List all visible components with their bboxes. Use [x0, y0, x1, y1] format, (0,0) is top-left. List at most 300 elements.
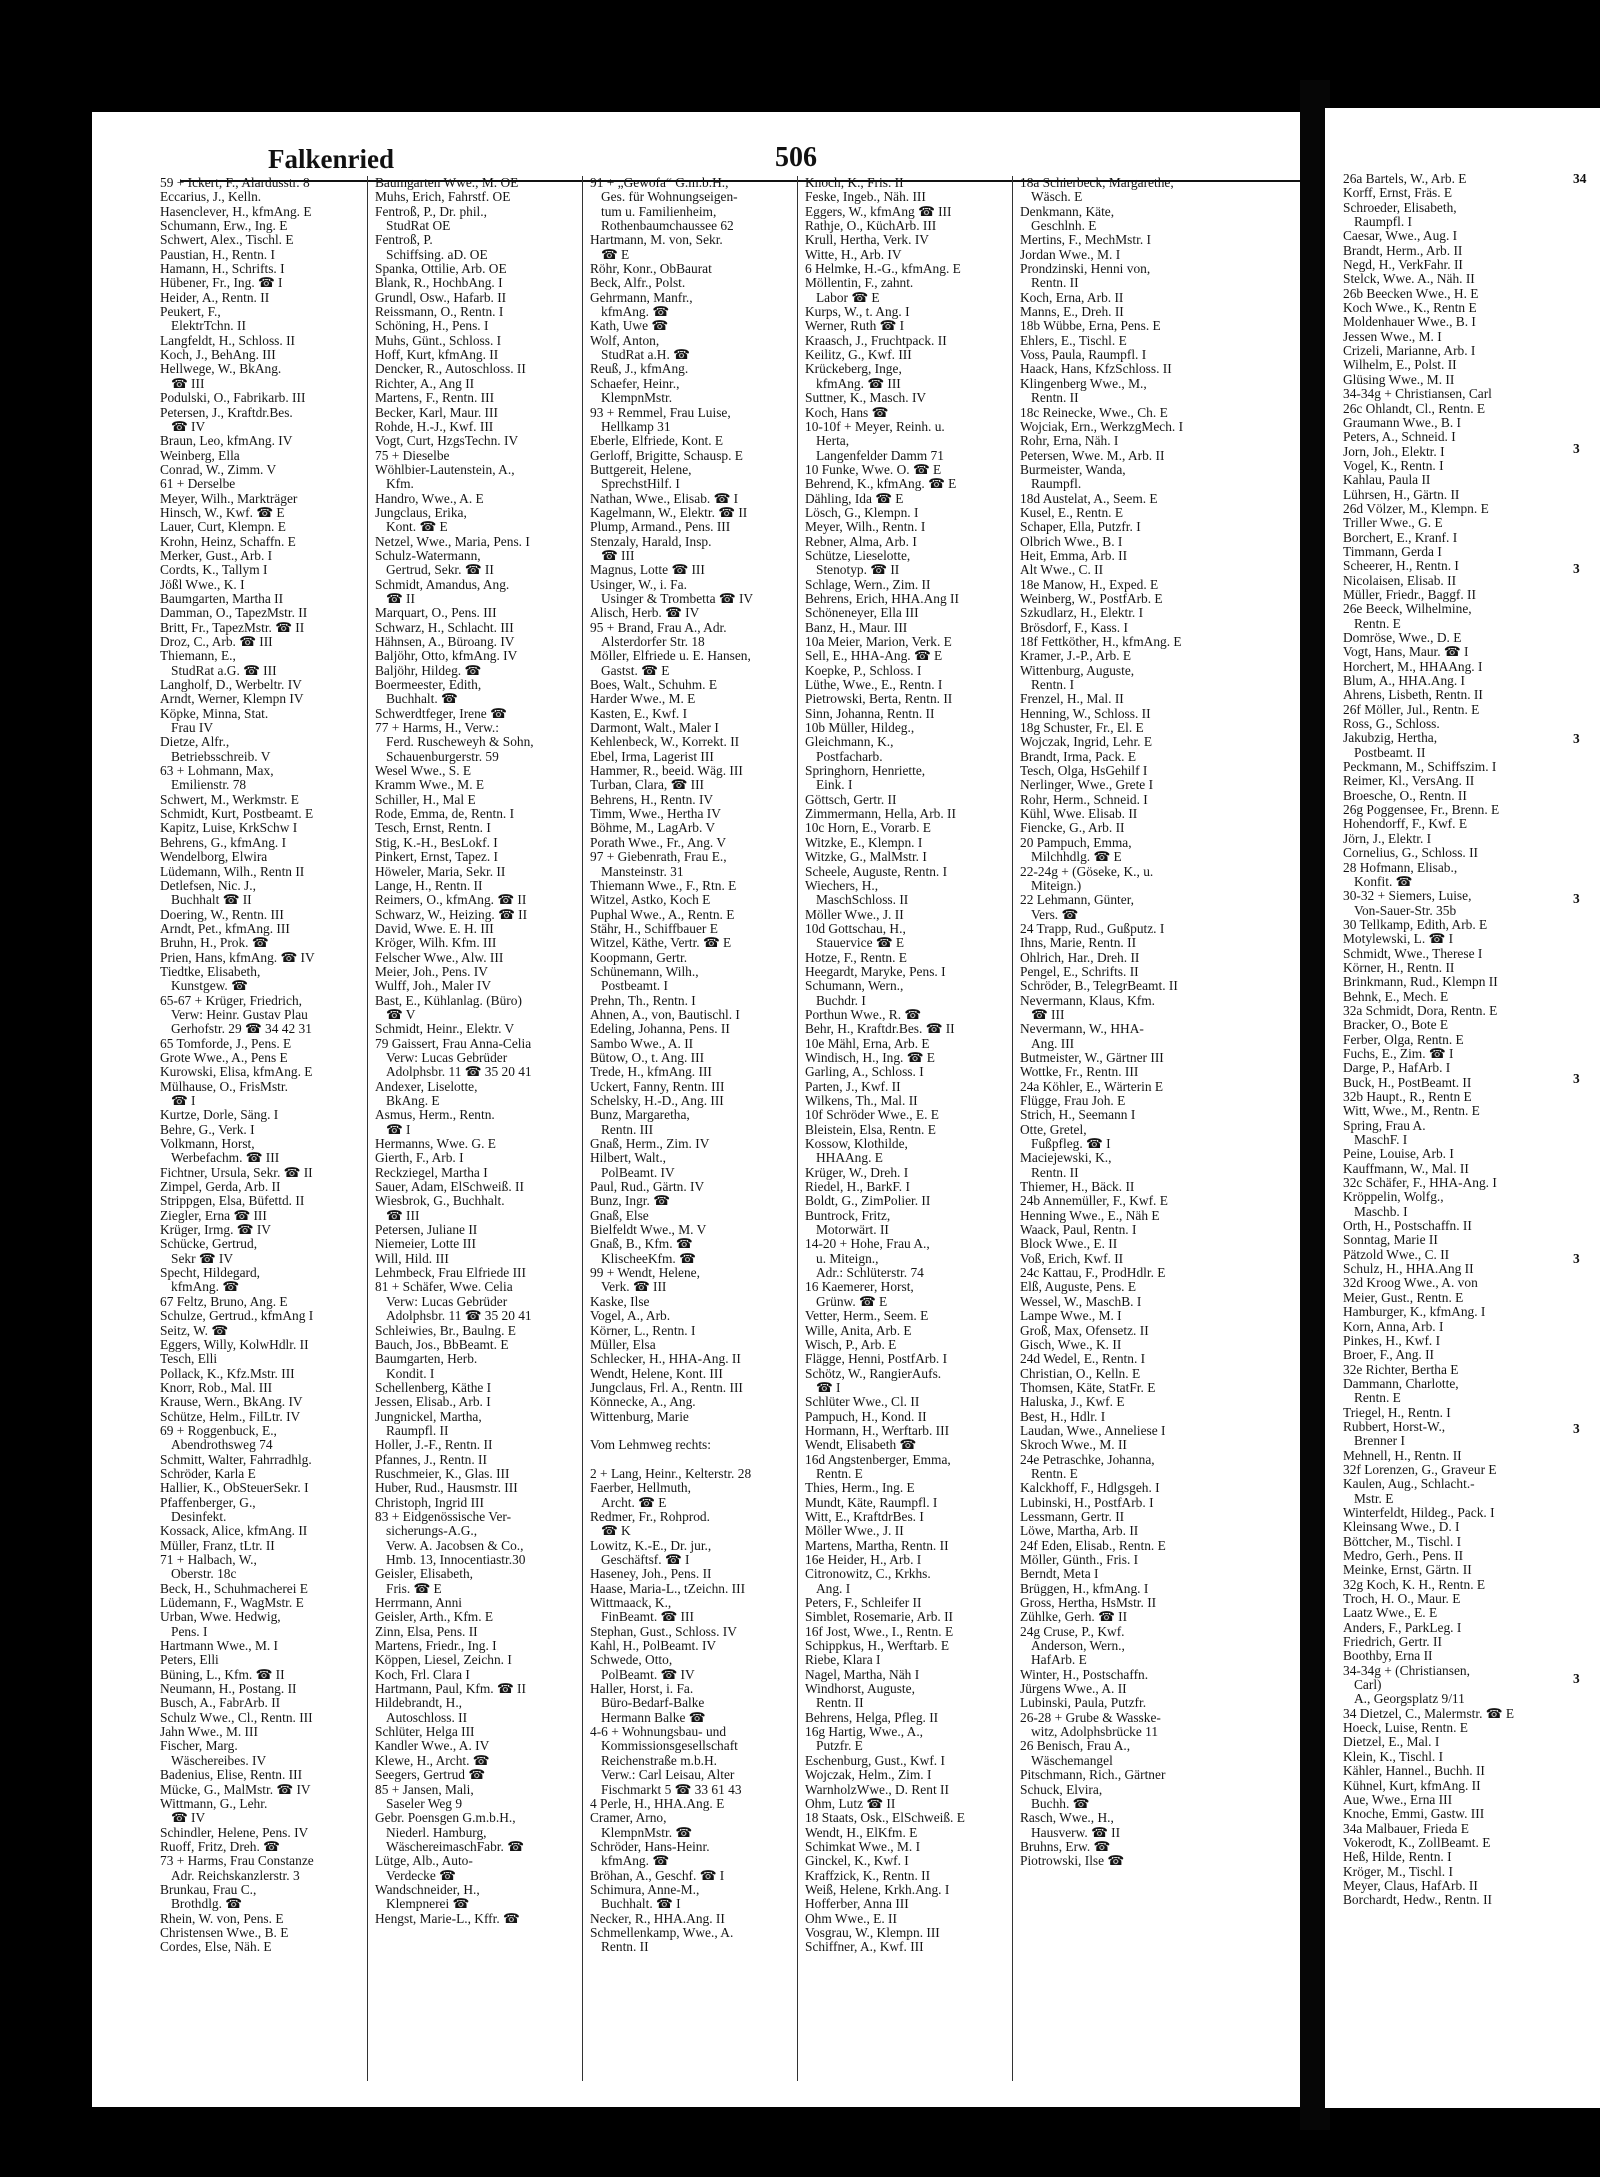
directory-entry-line: Kaske, Ilse: [590, 1294, 650, 1309]
directory-entry-line: Koch, Hans ☎: [805, 405, 889, 420]
directory-entry-line: Stig, K.-H., BesLokf. I: [375, 835, 498, 850]
directory-entry-line: Behnk, E., Mech. E: [1343, 989, 1449, 1004]
directory-entry-line: Stähr, H., Schiffbauer E: [590, 921, 718, 936]
directory-entry-line: Beck, Alfr., Polst.: [590, 276, 686, 291]
directory-entry-line: Cordts, K., Tallym I: [160, 563, 268, 578]
directory-entry-line: Simblet, Rosemarie, Arb. II: [805, 1610, 954, 1625]
directory-entry-line: Lüdemann, Wilh., Rentn II: [160, 864, 305, 879]
directory-entry-line: Rothenbaumchaussee 62: [601, 219, 734, 234]
directory-entry-line: Lange, H., Rentn. II: [375, 878, 483, 893]
directory-entry-line: Sambo Wwe., A. II: [590, 1036, 694, 1051]
directory-entry-line: Reissmann, O., Rentn. I: [375, 305, 504, 320]
directory-entry-line: Haluska, J., Kwf. E: [1020, 1395, 1125, 1410]
directory-entry-line: Hermanns, Wwe. G. E: [375, 1137, 496, 1152]
directory-entry-line: Lösch, G., Klempn. I: [805, 505, 919, 520]
directory-entry-line: Ruoff, Fritz, Dreh. ☎: [160, 1839, 280, 1854]
directory-entry-line: Oberstr. 18c: [171, 1567, 237, 1582]
directory-entry-line: Bast, E., Kühlanlag. (Büro): [375, 993, 522, 1008]
directory-entry-line: Schmidt, Heinr., Elektr. V: [375, 1022, 515, 1037]
directory-entry-line: Kossow, Klothilde,: [805, 1137, 908, 1152]
directory-entry-line: Horchert, M., HHAAng. I: [1343, 659, 1483, 674]
directory-entry-line: Springhorn, Henriette,: [805, 764, 926, 779]
directory-entry-line: Saseler Weg 9: [386, 1796, 463, 1811]
directory-entry-line: Wäschereibes. IV: [171, 1753, 267, 1768]
directory-entry-line: Hinsch, W., Kwf. ☎ E: [160, 505, 285, 520]
directory-entry-line: Piotrowski, Ilse ☎: [1020, 1854, 1125, 1869]
directory-entry-line: Kraffzick, K., Rentn. II: [805, 1868, 931, 1883]
directory-entry-line: Rentn. E: [1354, 1391, 1401, 1406]
directory-entry-line: ☎ IV: [171, 419, 206, 434]
directory-entry-line: 32g Koch, K. H., Rentn. E: [1343, 1577, 1486, 1592]
directory-entry-line: Jahn Wwe., M. III: [160, 1725, 258, 1740]
directory-entry-line: Herrmann, Anni: [375, 1596, 463, 1611]
directory-entry-line: HHAAng. E: [816, 1151, 883, 1166]
directory-entry-line: Buttgereit, Helene,: [590, 462, 692, 477]
directory-entry-line: Könnecke, A., Ang.: [590, 1395, 696, 1410]
directory-entry-line: Keilitz, G., Kwf. III: [805, 348, 912, 363]
directory-entry-line: ElektrTchn. II: [171, 319, 246, 334]
directory-entry-line: Rubbert, Horst-W.,: [1343, 1419, 1446, 1434]
directory-entry-line: 34 Dietzel, C., Malermstr. ☎ E: [1343, 1706, 1515, 1721]
column-divider: [797, 176, 798, 2081]
directory-entry-line: Wäschemangel: [1031, 1753, 1113, 1768]
directory-entry-line: 26f Möller, Jul., Rentn. E: [1343, 702, 1480, 717]
directory-entry-line: 10f Schröder Wwe., E. E: [805, 1108, 939, 1123]
directory-entry-line: Buntrock, Fritz,: [805, 1208, 891, 1223]
directory-entry-line: Tesch, Ernst, Rentn. I: [375, 821, 491, 836]
directory-entry-line: Prehn, Th., Rentn. I: [590, 993, 696, 1008]
directory-entry-line: 67 Feltz, Bruno, Ang. E: [160, 1294, 288, 1309]
directory-entry-line: Kramer, J.-P., Arb. E: [1020, 649, 1132, 664]
directory-entry-line: Rathje, O., KüchArb. III: [805, 219, 937, 234]
directory-entry-line: Betriebsschreib. V: [171, 749, 271, 764]
directory-entry-line: 63 + Lohmann, Max,: [160, 764, 274, 779]
directory-entry-line: [590, 1424, 792, 1438]
directory-entry-line: 16 Kaemerer, Horst,: [805, 1280, 914, 1295]
directory-entry-line: Wendt, H., ElKfm. E: [805, 1825, 918, 1840]
directory-entry-line: Stelck, Wwe. A., Näh. II: [1343, 272, 1475, 287]
directory-entry-line: 32c Schäfer, F., HHA-Ang. I: [1343, 1176, 1497, 1191]
directory-entry-line: ☎ I: [816, 1380, 841, 1395]
directory-entry-line: Kühl, Wwe. Elisab. II: [1020, 807, 1138, 822]
directory-entry-line: Schütze, Lieselotte,: [805, 548, 911, 563]
directory-entry-line: Szkudlarz, H., Elektr. I: [1020, 606, 1144, 621]
directory-entry-line: Putzfr. E: [816, 1739, 863, 1754]
directory-entry-line: Bielfeldt Wwe., M. V: [590, 1223, 707, 1238]
directory-entry-line: Blank, R., HochbAng. I: [375, 276, 503, 291]
directory-entry-line: Von-Sauer-Str. 35b: [1354, 903, 1457, 918]
directory-entry-line: Neumann, H., Postang. II: [160, 1682, 297, 1697]
directory-entry-line: Meinke, Ernst, Gärtn. II: [1343, 1563, 1472, 1578]
directory-entry-line: Müller, Friedr., Baggf. II: [1343, 587, 1476, 602]
directory-entry-line: kfmAng. ☎: [601, 305, 670, 320]
directory-entry-line: Grundl, Osw., Hafarb. II: [375, 290, 507, 305]
directory-entry-line: KlischeeKfm. ☎: [601, 1251, 696, 1266]
directory-entry-line: 16d Angstenberger, Emma,: [805, 1452, 951, 1467]
directory-entry-line: Baumgarten Wwe., M. OE: [375, 176, 519, 190]
directory-entry-line: Kapitz, Luise, KrkSchw I: [160, 821, 298, 836]
directory-entry-line: Stenotyp. ☎ II: [816, 563, 900, 578]
directory-entry-line: Höweler, Maria, Sekr. II: [375, 864, 506, 879]
directory-entry-line: 32f Lorenzen, G., Graveur E: [1343, 1462, 1497, 1477]
directory-entry-line: Gebr. Poensgen G.m.b.H.,: [375, 1811, 516, 1826]
directory-entry-line: Schwert, Alex., Tischl. E: [160, 233, 294, 248]
directory-entry-line: Specht, Hildegard,: [160, 1266, 261, 1281]
directory-entry-line: Glüsing Wwe., M. II: [1343, 372, 1455, 387]
directory-entry-line: Haase, Maria-L., tZeichn. III: [590, 1581, 746, 1596]
directory-entry-line: Schumann, Wern.,: [805, 979, 904, 994]
directory-entry-line: Gerloff, Brigitte, Schausp. E: [590, 448, 743, 463]
directory-entry-line: 93 + Remmel, Frau Luise,: [590, 405, 731, 420]
directory-entry-line: Best, H., Hdlr. I: [1020, 1409, 1106, 1424]
directory-entry-line: Pfannes, J., Rentn. II: [375, 1452, 487, 1467]
directory-entry-line: 16g Hartig, Wwe., A.,: [805, 1725, 924, 1740]
directory-entry-line: 16f Jost, Wwe., I., Rentn. E: [805, 1624, 954, 1639]
directory-entry-line: Schuck, Elvira,: [1020, 1782, 1103, 1797]
directory-entry-line: Lessmann, Gertr. II: [1020, 1509, 1125, 1524]
directory-entry-line: Pinkert, Ernst, Tapez. I: [375, 850, 499, 865]
directory-entry-line: Parten, J., Kwf. II: [805, 1079, 901, 1094]
directory-entry-line: StudRat OE: [386, 219, 451, 234]
directory-entry-line: Usinger, W., i. Fa.: [590, 577, 687, 592]
directory-entry-line: Kondit. I: [386, 1366, 435, 1381]
directory-entry-line: Rentn. II: [1031, 391, 1079, 406]
directory-entry-line: ☎ III: [601, 548, 635, 563]
directory-entry-line: Ross, G., Schloss.: [1343, 717, 1440, 732]
directory-entry-line: Nerlinger, Wwe., Grete I: [1020, 778, 1154, 793]
directory-entry-line: Körner, L., Rentn. I: [590, 1323, 696, 1338]
directory-entry-line: Kurowski, Elisa, kfmAng. E: [160, 1065, 313, 1080]
directory-entry-line: Gierth, F., Arb. I: [375, 1151, 464, 1166]
directory-entry-line: Wessel, W., MaschB. I: [1020, 1294, 1142, 1309]
directory-entry-line: Koch Wwe., K., Rentn E: [1343, 301, 1477, 316]
directory-entry-line: Sekr ☎ IV: [171, 1251, 234, 1266]
directory-entry-line: Ferd. Ruscheweyh & Sohn,: [386, 735, 534, 750]
directory-entry-line: Langenfelder Damm 71: [816, 448, 944, 463]
directory-entry-line: Schlüter Wwe., Cl. II: [805, 1395, 920, 1410]
directory-entry-line: Gnaß, Herm., Zim. IV: [590, 1137, 710, 1152]
directory-entry-line: Werner, Ruth ☎ I: [805, 319, 905, 334]
directory-entry-line: Mstr. E: [1354, 1491, 1394, 1506]
directory-entry-line: Butmeister, W., Gärtner III: [1020, 1050, 1164, 1065]
directory-entry-line: Orth, H., Postschaffn. II: [1343, 1219, 1472, 1234]
directory-entry-line: Meyer, Wilh., Rentn. I: [805, 520, 926, 535]
directory-entry-line: Krohn, Heinz, Schaffn. E: [160, 534, 296, 549]
directory-entry-line: 22 Lehmann, Günter,: [1020, 893, 1134, 908]
directory-entry-line: Wiechers, H.,: [805, 878, 879, 893]
directory-entry-line: Müller, Franz, tLtr. II: [160, 1538, 275, 1553]
directory-entry-line: SprechstHilf. I: [601, 477, 680, 492]
directory-entry-line: Peters, Elli: [160, 1653, 219, 1668]
directory-entry-line: 26b Beecken Wwe., H. E: [1343, 286, 1479, 301]
directory-entry-line: Windisch, H., Ing. ☎ E: [805, 1050, 935, 1065]
directory-entry-line: Motorwärt. II: [816, 1223, 889, 1238]
directory-entry-line: Reichenstraße m.b.H.: [601, 1753, 718, 1768]
directory-entry-line: Schauenburgerstr. 59: [386, 749, 499, 764]
directory-entry-line: Witzel, Käthe, Vertr. ☎ E: [590, 936, 732, 951]
directory-entry-line: Denkmann, Käte,: [1020, 204, 1115, 219]
directory-entry-line: 16e Heider, H., Arb. I: [805, 1553, 922, 1567]
directory-entry-line: Petersen, J., Kraftdr.Bes.: [160, 405, 293, 420]
directory-entry-line: Dietze, Alfr.,: [160, 735, 230, 750]
directory-entry-line: Hohendorff, F., Kwf. E: [1343, 817, 1468, 832]
directory-entry-line: Triller Wwe., G. E: [1343, 516, 1443, 531]
edge-number: 3: [1573, 1671, 1580, 1686]
directory-entry-line: Kont. ☎ E: [386, 520, 448, 535]
directory-entry-line: Carl): [1354, 1678, 1382, 1693]
directory-entry-line: Pinkes, H., Kwf. I: [1343, 1333, 1441, 1348]
directory-entry-line: Wilhelm, E., Polst. II: [1343, 358, 1457, 373]
directory-entry-line: Kaulen, Aug., Schlacht.-: [1343, 1477, 1475, 1492]
directory-entry-line: 10a Meier, Marion, Verk. E: [805, 635, 952, 649]
directory-entry-line: Richter, A., Ang II: [375, 376, 475, 391]
directory-entry-line: 24f Eden, Elisab., Rentn. E: [1020, 1538, 1166, 1553]
directory-entry-line: Eggers, W., kfmAng ☎ III: [805, 204, 952, 219]
directory-entry-line: Verk. ☎ III: [601, 1280, 667, 1295]
directory-entry-line: Alt Wwe., C. II: [1020, 563, 1104, 578]
directory-entry-line: Kehlenbeck, W., Korrekt. II: [590, 735, 740, 750]
directory-entry-line: Podulski, O., Fabrikarb. III: [160, 391, 306, 406]
directory-entry-line: Brenner I: [1354, 1434, 1405, 1449]
directory-entry-line: Andexer, Liselotte,: [375, 1079, 478, 1094]
directory-entry-line: Porath Wwe., Fr., Ang. V: [590, 835, 727, 850]
directory-entry-line: 32e Richter, Bertha E: [1343, 1362, 1459, 1377]
directory-entry-line: Jordan Wwe., M. I: [1020, 247, 1121, 262]
directory-entry-line: Otte, Gretel,: [1020, 1122, 1087, 1137]
directory-entry-line: 6 Helmke, H.-G., kfmAng. E: [805, 262, 961, 277]
directory-entry-line: Schellenberg, Käthe I: [375, 1380, 492, 1395]
directory-entry-line: Jakubzig, Hertha,: [1343, 731, 1438, 746]
directory-entry-line: Krückeberg, Inge,: [805, 362, 902, 377]
directory-entry-line: Olbrich Wwe., B. I: [1020, 534, 1123, 549]
directory-entry-line: Strippgen, Elsa, Büfettd. II: [160, 1194, 305, 1209]
directory-entry-line: Verw. A. Jacobsen & Co.,: [386, 1538, 524, 1553]
directory-entry-line: Seegers, Gertrud ☎: [375, 1768, 486, 1783]
directory-entry-line: Hilbert, Walt.,: [590, 1151, 667, 1166]
directory-entry-line: 77 + Harms, H., Verw.:: [375, 721, 499, 736]
column-divider: [1012, 176, 1013, 2081]
directory-entry-line: Borchardt, Hedw., Rentn. II: [1343, 1893, 1492, 1908]
directory-entry-line: ☎ V: [386, 1007, 416, 1022]
directory-entry-line: Voß, Erich, Kwf. II: [1020, 1251, 1124, 1266]
directory-entry-line: 32d Kroog Wwe., A. von: [1343, 1276, 1478, 1291]
directory-entry-line: Crizeli, Marianne, Arb. I: [1343, 344, 1476, 359]
directory-entry-line: 18d Austelat, A., Seem. E: [1020, 491, 1158, 506]
directory-entry-line: Schmidt, Amandus, Ang.: [375, 577, 510, 592]
directory-entry-line: Jößl Wwe., K. I: [160, 577, 245, 592]
directory-entry-line: Kagelmann, W., Elektr. ☎ II: [590, 505, 748, 520]
directory-entry-line: Haseney, Joh., Pens. II: [590, 1567, 712, 1582]
directory-entry-line: Klingenberg Wwe., M.,: [1020, 376, 1147, 391]
directory-entry-line: Möller Wwe., J. II: [805, 1524, 904, 1539]
directory-entry-line: Rentn. II: [1031, 276, 1079, 291]
directory-entry-line: Postbeamt. II: [1354, 745, 1426, 760]
directory-entry-line: Urban, Wwe. Hedwig,: [160, 1610, 281, 1625]
directory-entry-line: Bröhan, A., Geschf. ☎ I: [590, 1868, 725, 1883]
directory-entry-line: Kommissionsgesellschaft: [601, 1739, 738, 1754]
directory-entry-line: Plump, Armand., Pens. III: [590, 520, 731, 535]
directory-entry-line: Sinn, Johanna, Rentn. II: [805, 706, 935, 721]
directory-entry-line: Zinn, Elsa, Pens. II: [375, 1624, 478, 1639]
directory-entry-line: 32b Haupt., R., Rentn E: [1343, 1090, 1472, 1104]
directory-entry-line: Jörn, J., Elektr. I: [1343, 831, 1432, 846]
directory-entry-line: Koch, Frl. Clara I: [375, 1667, 470, 1682]
directory-entry-line: Krause, Wern., BkAng. IV: [160, 1395, 303, 1410]
directory-entry-line: 79 Gaissert, Frau Anna-Celia: [375, 1036, 532, 1051]
directory-entry-line: Nathan, Wwe., Elisab. ☎ I: [590, 491, 739, 506]
directory-entry-line: 97 + Giebenrath, Frau E.,: [590, 850, 727, 865]
directory-entry-line: Bütow, O., t. Ang. III: [590, 1050, 705, 1065]
directory-entry-line: Dencker, R., Autoschloss. II: [375, 362, 526, 377]
directory-entry-line: Skroch Wwe., M. II: [1020, 1438, 1127, 1453]
directory-entry-line: Schmitt, Walter, Fahrradhlg.: [160, 1452, 312, 1467]
directory-entry-line: Paustian, H., Rentn. I: [160, 247, 275, 262]
directory-entry-line: Werbefachm. ☎ III: [171, 1151, 280, 1166]
column-divider: [367, 176, 368, 2081]
directory-entry-line: Bruhn, H., Prok. ☎: [160, 936, 269, 951]
directory-entry-line: Rohr, Erna, Näh. I: [1020, 434, 1119, 449]
edge-number: 3: [1573, 561, 1580, 576]
directory-entry-line: Ziegler, Erna ☎ III: [160, 1208, 267, 1223]
directory-entry-line: Klewe, H., Archt. ☎: [375, 1753, 490, 1768]
directory-entry-line: Thiemer, H., Bäck. II: [1020, 1180, 1135, 1195]
directory-entry-line: Hartmann, M. von, Sekr.: [590, 233, 723, 248]
directory-entry-line: Lubinski, Paula, Putzfr.: [1020, 1696, 1147, 1711]
directory-entry-line: ☎ K: [601, 1524, 631, 1539]
directory-column-1: [160, 176, 362, 1955]
directory-entry-line: Ginckel, K., Kwf. I: [805, 1854, 909, 1869]
directory-entry-line: Eccarius, J., Kelln.: [160, 190, 262, 205]
directory-entry-line: Laatz Wwe., E. E: [1343, 1606, 1438, 1621]
directory-entry-line: Beck, H., Schuhmacherei E: [160, 1581, 308, 1596]
directory-entry-line: Broesche, O., Rentn. II: [1343, 788, 1467, 803]
directory-entry-line: Niemeier, Lotte III: [375, 1237, 476, 1252]
directory-entry-line: Hamburger, K., kfmAng. I: [1343, 1305, 1486, 1320]
directory-entry-line: Nicolaisen, Elisab. II: [1343, 573, 1457, 588]
directory-entry-line: Suttner, K., Masch. IV: [805, 391, 927, 406]
directory-entry-line: Hoff, Kurt, kfmAng. II: [375, 348, 499, 363]
directory-entry-line: Kasten, E., Kwf. I: [590, 706, 688, 721]
directory-entry-line: Verw.: Carl Leisau, Alter: [601, 1768, 735, 1783]
directory-entry-line: Will, Hild. III: [375, 1251, 449, 1266]
directory-entry-line: Kath, Uwe ☎: [590, 319, 669, 334]
directory-entry-line: Boldt, G., ZimPolier. II: [805, 1194, 931, 1209]
directory-entry-line: Harder Wwe., M. E: [590, 692, 696, 707]
directory-entry-line: 26e Beeck, Wilhelmine,: [1343, 602, 1472, 617]
directory-entry-line: Grünw. ☎ E: [816, 1294, 888, 1309]
directory-entry-line: Weinberg, Ella: [160, 448, 240, 463]
directory-entry-line: Kfm.: [386, 477, 414, 492]
directory-entry-line: Behrens, G., kfmAng. I: [160, 835, 287, 850]
directory-entry-line: Flägge, Henni, PostfArb. I: [805, 1352, 948, 1367]
directory-entry-line: Waack, Paul, Rentn. I: [1020, 1223, 1137, 1238]
directory-entry-line: Boermeester, Edith,: [375, 678, 482, 693]
directory-entry-line: PolBeamt. ☎ IV: [601, 1667, 695, 1682]
directory-entry-line: Martens, Friedr., Ing. I: [375, 1639, 497, 1654]
directory-entry-line: Witt, E., KraftdrBes. I: [805, 1509, 924, 1524]
directory-entry-line: Arndt, Werner, Klempn IV: [160, 692, 304, 707]
directory-entry-line: Baumgarten, Herb.: [375, 1352, 478, 1367]
directory-entry-line: Rentn. I: [1031, 678, 1075, 693]
directory-entry-line: 26g Poggensee, Fr., Brenn. E: [1343, 803, 1500, 818]
directory-entry-line: Pengel, E., Schrifts. II: [1020, 964, 1139, 979]
directory-entry-line: Behre, G., Verk. I: [160, 1122, 255, 1137]
directory-entry-line: Wesel Wwe., S. E: [375, 764, 472, 779]
directory-entry-line: FinBeamt. ☎ III: [601, 1610, 694, 1625]
directory-entry-line: Damman, O., TapezMstr. II: [160, 606, 308, 621]
directory-entry-line: StudRat a.G. ☎ III: [171, 663, 277, 678]
directory-entry-line: Raumpfl. II: [386, 1423, 449, 1438]
directory-entry-line: 24g Cruse, P., Kwf.: [1020, 1624, 1125, 1639]
directory-entry-line: Schwede, Otto,: [590, 1653, 673, 1668]
directory-entry-line: Schmidt, Kurt, Postbeamt. E: [160, 807, 314, 822]
directory-entry-line: Verw: Heinr. Gustav Plau: [171, 1007, 308, 1022]
directory-entry-line: Asmus, Herm., Rentn.: [375, 1108, 495, 1123]
directory-entry-line: 14-20 + Hohe, Frau A.,: [805, 1237, 930, 1252]
directory-entry-line: Schöneneyer, Ella III: [805, 606, 919, 621]
directory-entry-line: Wendt, Helene, Kont. III: [590, 1366, 723, 1381]
directory-entry-line: Autoschloss. II: [386, 1710, 468, 1725]
directory-entry-line: Winterfeldt, Hildeg., Pack. I: [1343, 1505, 1495, 1520]
directory-entry-line: Laudan, Wwe., Anneliese I: [1020, 1423, 1166, 1438]
directory-entry-line: Medro, Gerh., Pens. II: [1343, 1549, 1464, 1563]
directory-entry-line: Koch, Erna, Arb. II: [1020, 290, 1124, 305]
directory-entry-line: Zühlke, Gerh. ☎ II: [1020, 1610, 1128, 1625]
directory-entry-line: Wöhlbier-Lautenstein, A.,: [375, 462, 515, 477]
directory-entry-line: Böttcher, M., Tischl. I: [1343, 1534, 1462, 1549]
directory-entry-line: Schmellenkamp, Wwe., A.: [590, 1925, 734, 1940]
directory-entry-line: Faerber, Hellmuth,: [590, 1481, 691, 1496]
directory-entry-line: Scheerer, H., Rentn. I: [1343, 559, 1459, 574]
directory-entry-line: kfmAng. ☎: [171, 1280, 240, 1295]
directory-entry-line: Witzke, E., Klempn. I: [805, 835, 923, 850]
directory-entry-line: Bleistein, Elsa, Rentn. E: [805, 1122, 936, 1137]
directory-entry-line: Busch, A., FabrArb. II: [160, 1696, 281, 1711]
directory-entry-line: Langfeldt, H., Schloss. II: [160, 333, 295, 348]
directory-entry-line: Petersen, Wwe. M., Arb. II: [1020, 448, 1165, 463]
edge-number: 3: [1573, 1421, 1580, 1436]
directory-entry-line: Labor ☎ E: [816, 290, 880, 305]
directory-entry-line: Maciejewski, K.,: [1020, 1151, 1112, 1166]
directory-entry-line: Puphal Wwe., A., Rentn. E: [590, 907, 735, 922]
directory-entry-line: Wendt, Elisabeth ☎: [805, 1438, 917, 1453]
directory-entry-line: Mansteinstr. 31: [601, 864, 684, 879]
directory-entry-line: WarnholzWwe., D. Rent II: [805, 1782, 949, 1797]
directory-entry-line: Detlefsen, Nic. J.,: [160, 878, 256, 893]
directory-entry-line: Elß, Auguste, Pens. E: [1020, 1280, 1137, 1295]
directory-entry-line: Boes, Walt., Schuhm. E: [590, 678, 717, 693]
directory-entry-line: Rentn. II: [601, 1940, 649, 1955]
directory-entry-line: Gertrud, Sekr. ☎ II: [386, 563, 494, 578]
directory-entry-line: Schröder, B., TelegrBeamt. II: [1020, 979, 1178, 994]
directory-entry-line: Hammer, R., beeid. Wäg. III: [590, 764, 743, 779]
directory-entry-line: Buchhalt. ☎ I: [601, 1897, 681, 1912]
directory-entry-line: Kurps, W., t. Ang. I: [805, 305, 910, 320]
directory-entry-line: Göttsch, Gertr. II: [805, 792, 897, 807]
directory-entry-line: Strich, H., Seemann I: [1020, 1108, 1136, 1123]
directory-entry-line: MaschF. I: [1354, 1133, 1408, 1148]
directory-entry-line: 71 + Halbach, W.,: [160, 1553, 257, 1567]
directory-entry-line: Haack, Hans, KfzSchloss. II: [1020, 362, 1172, 377]
directory-entry-line: Schücke, Gertrud,: [160, 1237, 258, 1252]
directory-entry-line: ☎ E: [601, 247, 630, 262]
directory-entry-line: Tesch, Elli: [160, 1352, 218, 1367]
directory-entry-line: Ebel, Irma, Lagerist III: [590, 749, 714, 764]
directory-entry-line: Huber, Rud., Hausmstr. III: [375, 1481, 518, 1496]
directory-entry-line: Schwerdtfeger, Irene ☎: [375, 706, 507, 721]
directory-entry-line: Magnus, Lotte ☎ III: [590, 563, 705, 578]
directory-entry-line: Dähling, Ida ☎ E: [805, 491, 904, 506]
